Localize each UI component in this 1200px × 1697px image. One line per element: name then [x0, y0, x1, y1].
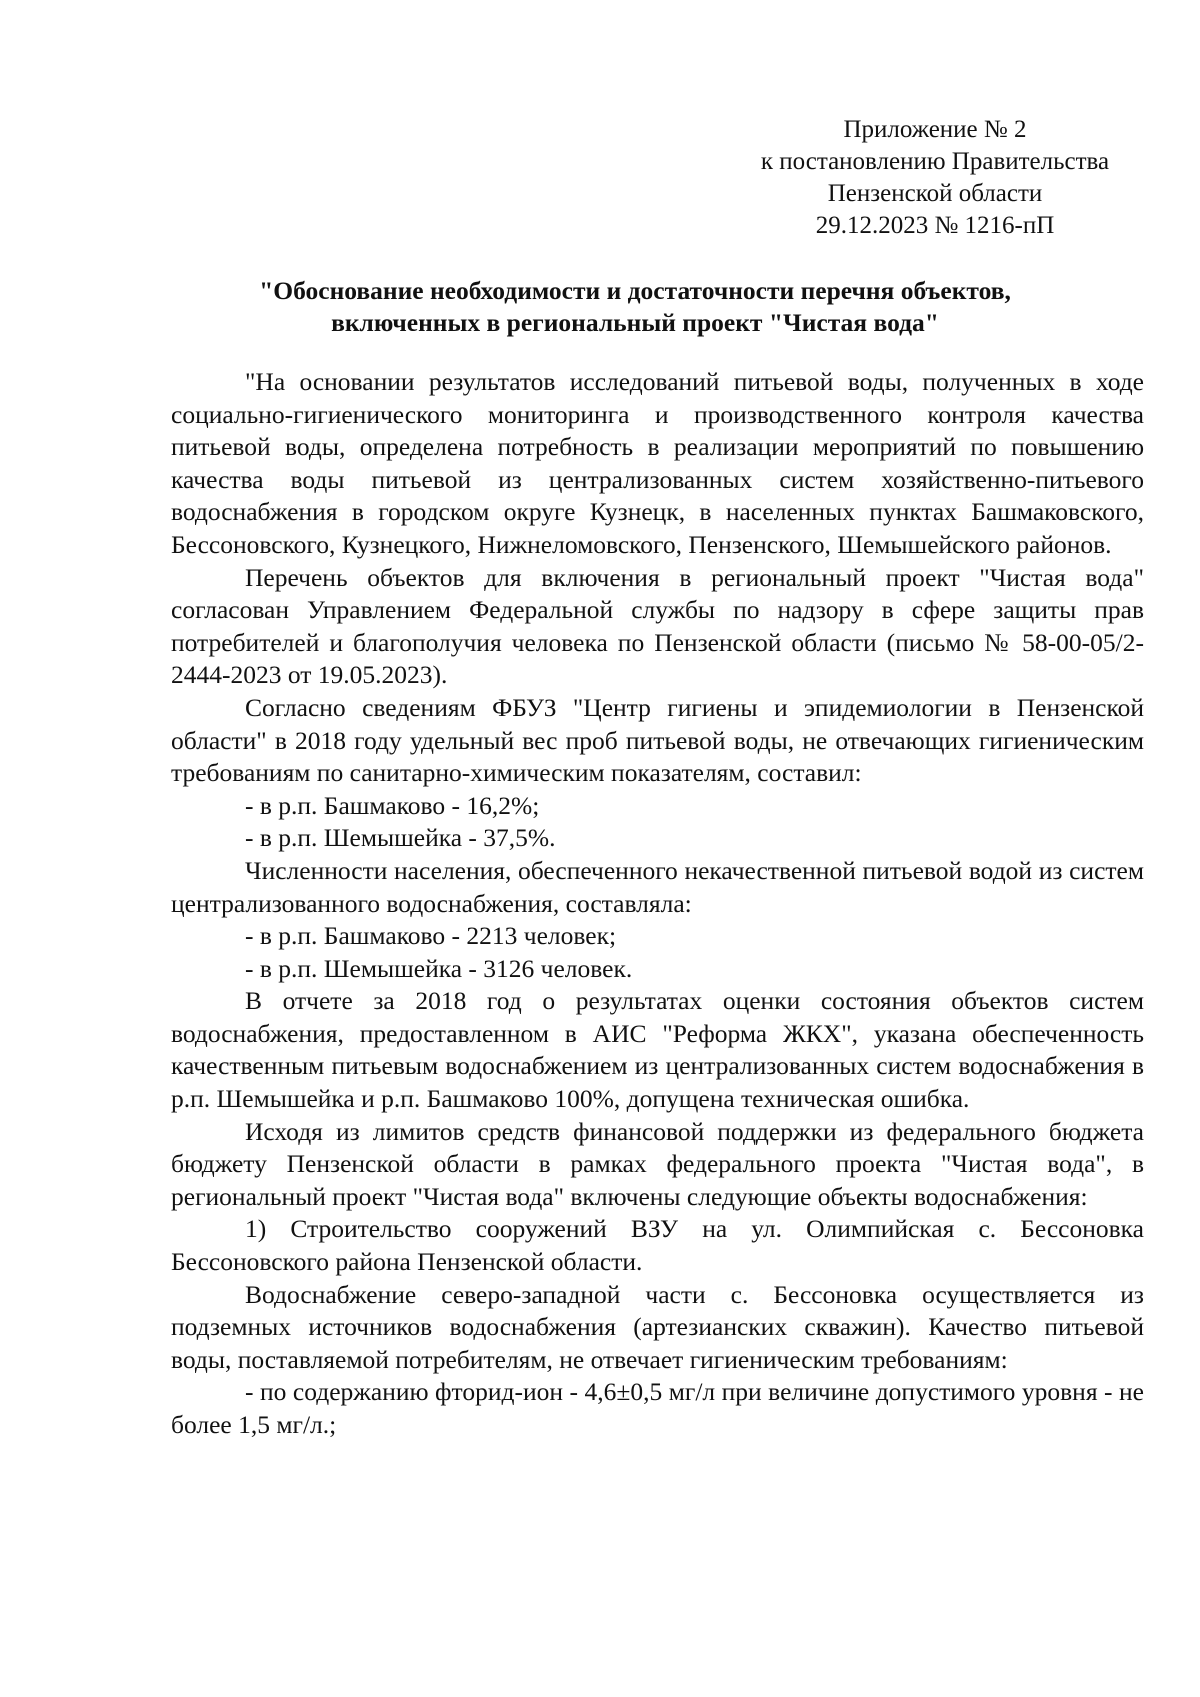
- paragraph-9: - по содержанию фторид-ион - 4,6±0,5 мг/л при величине допустимого уровня - не более 1,5 мг/л.;: [171, 1377, 1144, 1439]
- list-item-shemysheyka-population: - в р.п. Шемышейка - 3126 человек.: [245, 953, 633, 983]
- list-item-shemysheyka-percent: - в р.п. Шемышейка - 37,5%.: [245, 823, 556, 853]
- paragraph-7: 1) Строительство сооружений ВЗУ на ул. Олимпийская с. Бессоновка Бессоновского района Пензенской области.: [171, 1214, 1144, 1277]
- document-title: [160, 275, 1110, 339]
- paragraph-3: Согласно сведениям ФБУЗ "Центр гигиены и эпидемиологии в Пензенской области" в 2018 году удельный вес проб питьевой воды, не отвечающих гигиеническим требованиям по санитарно-химическим показателям, составил:: [171, 692, 1144, 788]
- paragraph-4: Численности населения, обеспеченного некачественной питьевой водой из систем централизованного водоснабжения, составляла:: [171, 855, 1144, 918]
- title-line-1: "Обоснование необходимости и достаточности перечня объектов,: [259, 276, 1011, 305]
- appendix-region: Пензенской области: [827, 180, 1043, 207]
- appendix-reference: к постановлению Правительства: [760, 148, 1110, 175]
- paragraph-1: "На основании результатов исследований питьевой воды, полученных в ходе социально-гигиенического мониторинга и производственного контроля качества питьевой воды, определена потребность в реализации мероприятий по повышению качества воды питьевой из централизованных систем хозяйственно-питьевого водоснабжения в городском округе Кузнецк, в населенных пунктах Башмаковского, Бессоновского, Кузнецкого, Нижнеломовского, Пензенского, Шемышейского районов.: [171, 367, 1144, 559]
- list-item-bashmakovo-population: - в р.п. Башмаково - 2213 человек;: [245, 921, 617, 951]
- list-item-bashmakovo-percent: - в р.п. Башмаково - 16,2%;: [245, 790, 540, 820]
- appendix-number: Приложение № 2: [843, 116, 1027, 143]
- paragraph-6: Исходя из лимитов средств финансовой поддержки из федерального бюджета бюджету Пензенской области в рамках федерального проекта "Чистая вода", в региональный проект "Чистая вода" включены следующие объекты водоснабжения:: [171, 1116, 1144, 1211]
- document-body: [171, 366, 1144, 1442]
- title-line-2: включенных в региональный проект "Чистая вода": [331, 308, 939, 337]
- appendix-header: [700, 114, 1170, 242]
- paragraph-5: В отчете за 2018 год о результатах оценки состояния объектов систем водоснабжения, предоставленном в АИС "Реформа ЖКХ", указана обеспеченность качественным питьевым водоснабжением из централизованных систем водоснабжения в р.п. Шемышейка и р.п. Башмаково 100%, допущена техническая ошибка.: [171, 986, 1144, 1114]
- paragraph-2: Перечень объектов для включения в региональный проект "Чистая вода" согласован Управлением Федеральной службы по надзору в сфере защиты прав потребителей и благополучия человека по Пензенской области (письмо № 58-00-05/2-2444-2023 от 19.05.2023).: [171, 562, 1144, 690]
- appendix-date-number: 29.12.2023 № 1216-пП: [815, 212, 1055, 239]
- paragraph-8: Водоснабжение северо-западной части с. Бессоновка осуществляется из подземных источников водоснабжения (артезианских скважин). Качество питьевой воды, поставляемой потребителям, не отвечает гигиеническим требованиям:: [171, 1279, 1144, 1374]
